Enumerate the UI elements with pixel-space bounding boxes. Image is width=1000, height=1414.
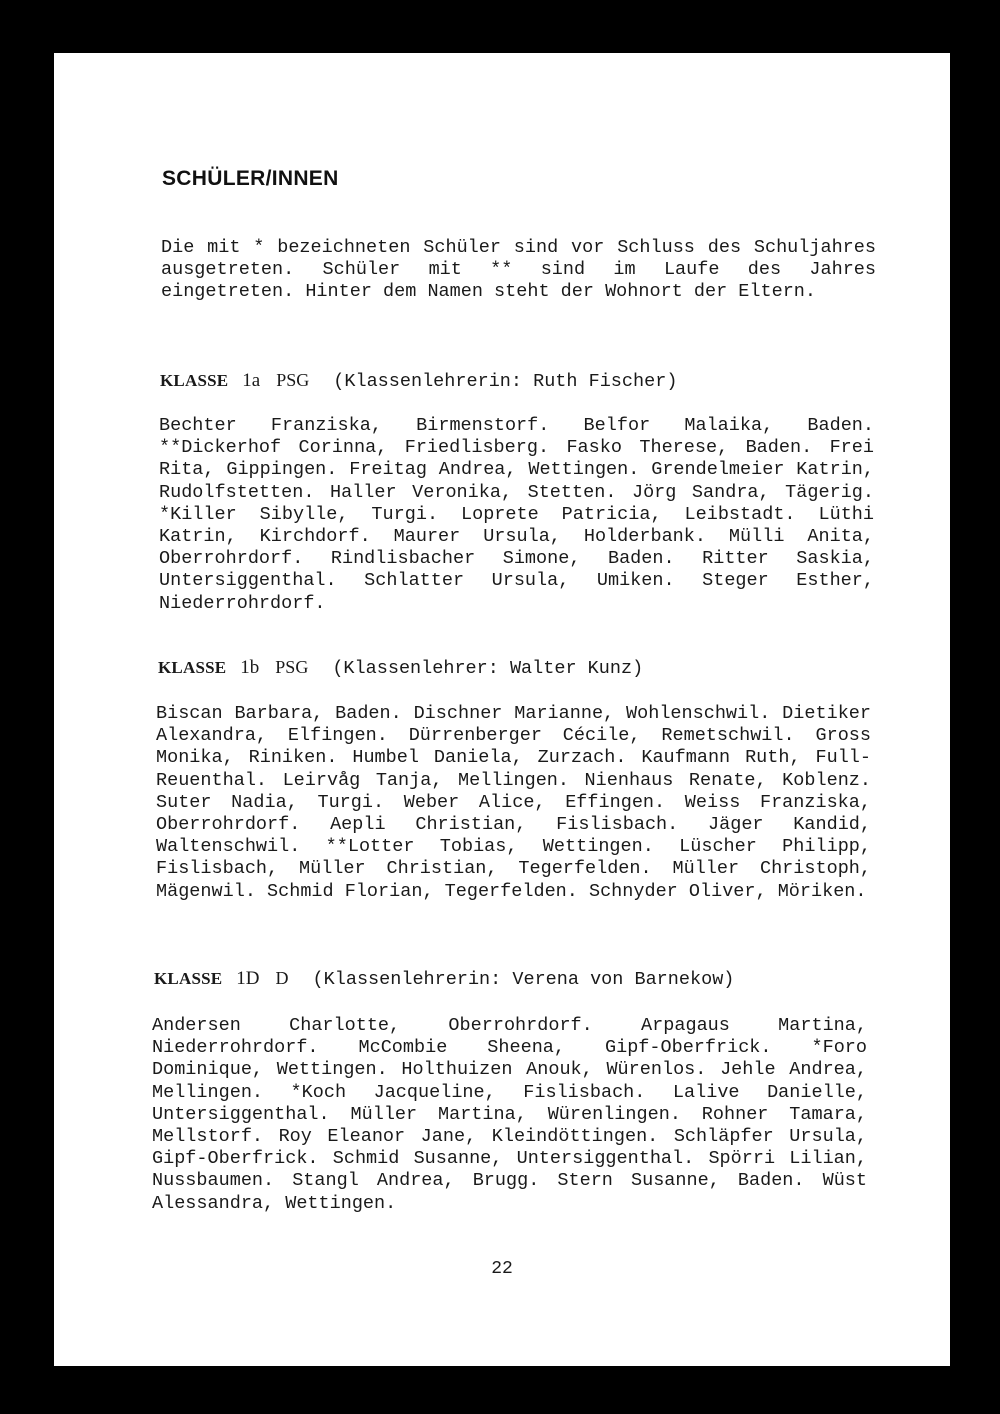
page-number: 22 xyxy=(491,1259,513,1279)
intro-paragraph: Die mit * bezeichneten Schüler sind vor Schluss des Schuljahres ausgetreten. Schüler mit ** sind im Laufe des Jahres eingetreten. Hinter dem Namen steht der Wohnort der Eltern. xyxy=(161,237,876,303)
class-type: PSG xyxy=(276,370,310,390)
class-1b-students: Biscan Barbara, Baden. Dischner Marianne, Wohlenschwil. Dietiker Alexandra, Elfingen. Dürrenberger Cécile, Remetschwil. Gross Monika, Riniken. Humbel Daniela, Zurzach. Kaufmann Ruth, Full-Reuenthal. Leirvåg Tanja, Mellingen. Nienhaus Renate, Koblenz. Suter Nadia, Turgi. Weber Alice, Effingen. Weiss Franziska, Oberrohrdorf. Aepli Christian, Fislisbach. Jäger Kandid, Waltenschwil. **Lotter Tobias, Wettingen. Lüscher Philipp, Fislisbach, Müller Christian, Tegerfelden. Müller Christoph, Mägenwil. Schmid Florian, Tegerfelden. Schnyder Oliver, Möriken. xyxy=(156,703,871,902)
class-teacher: (Klassenlehrerin: Verena von Barnekow) xyxy=(312,969,735,990)
class-label: KLASSE xyxy=(154,969,223,988)
class-code: 1D xyxy=(236,968,260,989)
class-code: 1a xyxy=(242,370,261,391)
class-label: KLASSE xyxy=(160,371,229,390)
class-label: KLASSE xyxy=(158,658,227,677)
class-type: PSG xyxy=(275,657,309,677)
class-1d-students: Andersen Charlotte, Oberrohrdorf. Arpagaus Martina, Niederrohrdorf. McCombie Sheena, Gipf-Oberfrick. *Foro Dominique, Wettingen. Holthuizen Anouk, Würenlos. Jehle Andrea, Mellingen. *Koch Jacqueline, Fislisbach. Lalive Danielle, Untersiggenthal. Müller Martina, Würenlingen. Rohner Tamara, Mellstorf. Roy Eleanor Jane, Kleindöttingen. Schläpfer Ursula, Gipf-Oberfrick. Schmid Susanne, Untersiggenthal. Spörri Lilian, Nussbaumen. Stangl Andrea, Brugg. Stern Susanne, Baden. Wüst Alessandra, Wettingen. xyxy=(152,1015,867,1214)
class-teacher: (Klassenlehrerin: Ruth Fischer) xyxy=(333,371,678,392)
class-1a-heading xyxy=(160,370,677,392)
page-title: SCHÜLER/INNEN xyxy=(162,167,339,190)
class-1b-heading xyxy=(158,657,643,679)
class-teacher: (Klassenlehrer: Walter Kunz) xyxy=(332,658,644,679)
class-1a-students: Bechter Franziska, Birmenstorf. Belfor Malaika, Baden. **Dickerhof Corinna, Friedlisberg. Fasko Therese, Baden. Frei Rita, Gippingen. Freitag Andrea, Wettingen. Grendelmeier Katrin, Rudolfstetten. Haller Veronika, Stetten. Jörg Sandra, Tägerig. *Killer Sibylle, Turgi. Loprete Patricia, Leibstadt. Lüthi Katrin, Kirchdorf. Maurer Ursula, Holderbank. Mülli Anita, Oberrohrdorf. Rindlisbacher Simone, Baden. Ritter Saskia, Untersiggenthal. Schlatter Ursula, Umiken. Steger Esther, Niederrohrdorf. xyxy=(159,415,874,614)
class-1d-heading xyxy=(154,968,734,990)
document-page xyxy=(54,53,950,1366)
class-code: 1b xyxy=(240,657,260,678)
class-type: D xyxy=(275,968,289,988)
